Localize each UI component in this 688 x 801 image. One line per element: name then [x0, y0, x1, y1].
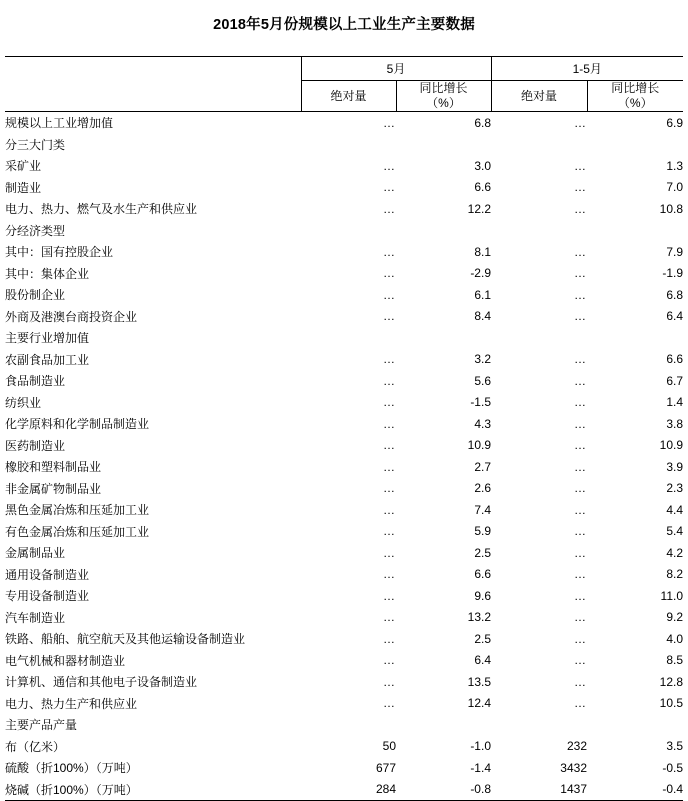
- cell-may-yoy: 6.6: [474, 180, 491, 195]
- table-row: [5, 263, 683, 285]
- cell-may-yoy: 3.0: [474, 158, 491, 173]
- cell-may-absolute: …: [383, 180, 396, 195]
- cell-may-absolute: …: [383, 244, 396, 259]
- row-label: 纺织业: [5, 395, 42, 410]
- cell-may-absolute: 284: [301, 779, 396, 801]
- cell-cumulative-yoy: 11.0: [660, 588, 684, 603]
- cell-cumulative-yoy: 3.9: [666, 459, 684, 474]
- table-row: [5, 456, 683, 478]
- cell-cumulative-absolute: …: [574, 588, 587, 603]
- cell-cumulative-absolute: 232: [566, 739, 587, 754]
- row-label: 硫酸（折100%）（万吨）: [5, 761, 138, 776]
- header-cumulative-absolute: [491, 81, 587, 112]
- cell-cumulative-absolute: …: [574, 438, 587, 453]
- cell-may-yoy: 5.9: [474, 524, 491, 539]
- cell-may-absolute: …: [383, 373, 396, 388]
- cell-cumulative-yoy: 8.2: [666, 567, 684, 582]
- cell-may-absolute: …: [383, 481, 396, 496]
- cell-cumulative-absolute: [491, 220, 587, 242]
- header-group-may: 5月: [301, 57, 491, 81]
- cell-may-yoy: 6.6: [474, 567, 491, 582]
- cell-may-yoy: 2.7: [474, 459, 491, 474]
- cell-cumulative-absolute: …: [574, 244, 587, 259]
- table-body: [5, 112, 683, 801]
- cell-may-yoy: 6.8: [474, 115, 491, 130]
- table-row: [5, 628, 683, 650]
- row-label: 主要行业增加值: [5, 331, 90, 346]
- cell-cumulative-absolute: …: [574, 502, 587, 517]
- row-label: 汽车制造业: [5, 610, 66, 625]
- table-row: [5, 564, 683, 586]
- cell-cumulative-absolute: …: [574, 653, 587, 668]
- cell-cumulative-yoy: 6.7: [666, 373, 684, 388]
- table-row: [5, 112, 683, 134]
- table-header-group-row: [5, 57, 683, 81]
- row-label: 计算机、通信和其他电子设备制造业: [5, 675, 198, 690]
- row-label: 铁路、船舶、航空航天及其他运输设备制造业: [5, 632, 246, 647]
- cell-cumulative-absolute: …: [574, 266, 587, 281]
- cell-cumulative-yoy: 10.8: [659, 201, 684, 216]
- table-row: [5, 155, 683, 177]
- table-row: [5, 542, 683, 564]
- cell-may-yoy: [396, 714, 491, 736]
- row-label: 烧碱（折100%）（万吨）: [5, 779, 301, 801]
- cell-cumulative-absolute: …: [574, 524, 587, 539]
- header-may-yoy-line1: 同比增长: [419, 81, 468, 95]
- table-row: [5, 435, 683, 457]
- row-label: 其中：国有控股企业: [5, 245, 114, 260]
- table-row: [5, 607, 683, 629]
- cell-cumulative-absolute: …: [574, 201, 587, 216]
- cell-may-yoy: 12.4: [467, 696, 491, 711]
- cell-may-absolute: …: [383, 459, 396, 474]
- row-label: 医药制造业: [5, 438, 66, 453]
- cell-cumulative-absolute: …: [574, 459, 587, 474]
- cell-cumulative-yoy: 6.6: [666, 352, 684, 367]
- cell-cumulative-absolute: …: [574, 416, 587, 431]
- cell-may-yoy: 13.2: [467, 610, 491, 625]
- cell-cumulative-absolute: [491, 134, 587, 156]
- cell-cumulative-yoy: 6.9: [666, 115, 684, 130]
- cell-cumulative-absolute: …: [574, 115, 587, 130]
- table-row: [5, 198, 683, 220]
- cell-may-yoy: 13.5: [467, 674, 491, 689]
- cell-may-yoy: -2.9: [470, 266, 491, 281]
- cell-may-yoy: 4.3: [474, 416, 491, 431]
- cell-cumulative-absolute: [491, 327, 587, 349]
- cell-may-absolute: …: [383, 502, 396, 517]
- table-row: [5, 585, 683, 607]
- cell-may-absolute: …: [383, 416, 396, 431]
- cell-cumulative-yoy: [587, 327, 683, 349]
- cell-may-absolute: …: [383, 201, 396, 216]
- header-cumulative-yoy: [587, 81, 683, 112]
- row-label: 农副食品加工业: [5, 352, 90, 367]
- cell-cumulative-absolute: …: [574, 180, 587, 195]
- cell-cumulative-yoy: -0.5: [662, 760, 684, 775]
- cell-cumulative-yoy: -0.4: [587, 779, 683, 801]
- row-label: 有色金属冶炼和压延加工业: [5, 524, 150, 539]
- table-row: [5, 177, 683, 199]
- cell-may-absolute: …: [383, 696, 396, 711]
- cell-cumulative-absolute: …: [574, 309, 587, 324]
- table-row: [5, 220, 683, 242]
- cell-cumulative-absolute: …: [574, 481, 587, 496]
- cell-cumulative-yoy: 2.3: [666, 481, 684, 496]
- cell-cumulative-absolute: …: [574, 545, 587, 560]
- table-row: [5, 757, 683, 779]
- cell-may-yoy: 2.5: [474, 631, 491, 646]
- cell-may-absolute: …: [383, 287, 396, 302]
- table-header-sub-row: [5, 81, 683, 112]
- row-label: 电力、热力、燃气及水生产和供应业: [5, 202, 198, 217]
- cell-may-yoy: [396, 134, 491, 156]
- cell-cumulative-yoy: 7.0: [666, 180, 684, 195]
- header-group-cumulative: 1-5月: [491, 57, 683, 81]
- cell-cumulative-yoy: 8.5: [666, 653, 684, 668]
- row-label: 橡胶和塑料制品业: [5, 460, 102, 475]
- row-label: 非金属矿物制品业: [5, 481, 102, 496]
- header-may-absolute: [301, 81, 396, 112]
- cell-may-absolute: 50: [382, 739, 396, 754]
- row-label: 布（亿米）: [5, 739, 66, 754]
- row-label: 电力、热力生产和供应业: [5, 696, 138, 711]
- cell-cumulative-absolute: …: [574, 352, 587, 367]
- header-may-absolute-line1: 绝对量: [330, 88, 367, 103]
- cell-may-yoy: 6.4: [474, 653, 491, 668]
- header-cumulative-absolute-line1: 绝对量: [520, 88, 557, 103]
- cell-may-yoy: -1.4: [470, 760, 491, 775]
- cell-may-absolute: …: [383, 158, 396, 173]
- cell-may-yoy: 12.2: [467, 201, 491, 216]
- cell-cumulative-yoy: 9.2: [666, 610, 684, 625]
- cell-cumulative-absolute: …: [574, 610, 587, 625]
- row-label: 规模以上工业增加值: [5, 116, 114, 131]
- cell-may-absolute: [301, 134, 396, 156]
- table-row: [5, 134, 683, 156]
- cell-cumulative-yoy: 5.4: [666, 524, 684, 539]
- cell-cumulative-yoy: 4.4: [666, 502, 684, 517]
- cell-may-absolute: …: [383, 610, 396, 625]
- cell-may-absolute: …: [383, 395, 396, 410]
- page-title: 2018年5月份规模以上工业生产主要数据: [213, 17, 475, 33]
- table-row: [5, 650, 683, 672]
- cell-cumulative-absolute: …: [574, 287, 587, 302]
- cell-cumulative-yoy: [587, 714, 683, 736]
- table-row: [5, 714, 683, 736]
- cell-may-yoy: -1.5: [470, 395, 491, 410]
- cell-may-absolute: …: [383, 352, 396, 367]
- cell-may-yoy: [396, 220, 491, 242]
- cell-may-yoy: 2.5: [474, 545, 491, 560]
- cell-may-absolute: …: [383, 524, 396, 539]
- industrial-production-table: [5, 56, 683, 801]
- cell-may-absolute: [301, 714, 396, 736]
- row-label: 股份制企业: [5, 288, 66, 303]
- cell-may-yoy: 7.4: [474, 502, 491, 517]
- cell-may-absolute: …: [383, 567, 396, 582]
- cell-cumulative-yoy: 10.9: [659, 438, 684, 453]
- cell-may-absolute: …: [383, 653, 396, 668]
- cell-may-yoy: 5.6: [474, 373, 491, 388]
- cell-cumulative-absolute: …: [574, 395, 587, 410]
- cell-may-absolute: …: [383, 115, 396, 130]
- cell-cumulative-yoy: 6.4: [666, 309, 684, 324]
- table-row: [5, 284, 683, 306]
- cell-may-yoy: 9.6: [474, 588, 491, 603]
- row-label: 分三大门类: [5, 137, 66, 152]
- table-row: [5, 306, 683, 328]
- cell-cumulative-absolute: …: [574, 158, 587, 173]
- table-row: [5, 241, 683, 263]
- cell-cumulative-yoy: [587, 134, 683, 156]
- table-header: [5, 57, 683, 112]
- cell-cumulative-yoy: 7.9: [666, 244, 684, 259]
- cell-cumulative-absolute: 3432: [560, 760, 587, 775]
- cell-may-absolute: …: [383, 545, 396, 560]
- cell-cumulative-absolute: …: [574, 567, 587, 582]
- row-label: 专用设备制造业: [5, 589, 90, 604]
- cell-may-yoy: 10.9: [467, 438, 491, 453]
- row-label: 化学原料和化学制品制造业: [5, 417, 150, 432]
- cell-cumulative-yoy: 4.2: [666, 545, 684, 560]
- cell-may-yoy: 8.4: [474, 309, 491, 324]
- table-row: [5, 693, 683, 715]
- row-label: 外商及港澳台商投资企业: [5, 309, 138, 324]
- table-row: [5, 521, 683, 543]
- table-row: [5, 392, 683, 414]
- header-may-yoy: [396, 81, 491, 112]
- cell-may-absolute: …: [383, 309, 396, 324]
- cell-may-yoy: -0.8: [396, 779, 491, 801]
- cell-may-yoy: 2.6: [474, 481, 491, 496]
- header-may-yoy-line2: （%）: [426, 96, 461, 110]
- row-label: 采矿业: [5, 159, 42, 174]
- cell-may-yoy: 6.1: [474, 287, 491, 302]
- cell-may-absolute: …: [383, 631, 396, 646]
- cell-cumulative-absolute: …: [574, 631, 587, 646]
- cell-may-yoy: -1.0: [470, 739, 491, 754]
- row-label: 分经济类型: [5, 223, 66, 238]
- table-row: [5, 671, 683, 693]
- cell-may-absolute: [301, 220, 396, 242]
- cell-cumulative-absolute: [491, 714, 587, 736]
- cell-may-absolute: [301, 327, 396, 349]
- cell-may-absolute: …: [383, 588, 396, 603]
- row-label: 通用设备制造业: [5, 567, 90, 582]
- cell-cumulative-yoy: 4.0: [666, 631, 684, 646]
- table-row: [5, 327, 683, 349]
- cell-cumulative-yoy: 6.8: [666, 287, 684, 302]
- cell-cumulative-yoy: 12.8: [659, 674, 684, 689]
- cell-may-yoy: [396, 327, 491, 349]
- row-label: 黑色金属冶炼和压延加工业: [5, 503, 150, 518]
- header-cumulative-yoy-line2: （%）: [617, 96, 653, 110]
- table-row: [5, 349, 683, 371]
- cell-cumulative-yoy: -1.9: [662, 266, 684, 281]
- table-row: [5, 779, 683, 801]
- cell-cumulative-absolute: 1437: [491, 779, 587, 801]
- row-label: 食品制造业: [5, 374, 66, 389]
- cell-cumulative-yoy: 3.8: [666, 416, 684, 431]
- cell-may-absolute: …: [383, 266, 396, 281]
- table-row: [5, 370, 683, 392]
- table-row: [5, 736, 683, 758]
- cell-may-yoy: 8.1: [474, 244, 491, 259]
- table-row: [5, 413, 683, 435]
- row-label: 金属制品业: [5, 546, 66, 561]
- header-item-cell: [5, 81, 301, 112]
- row-label: 其中：集体企业: [5, 266, 90, 281]
- row-label: 主要产品产量: [5, 718, 78, 733]
- header-cumulative-yoy-line1: 同比增长: [611, 81, 660, 95]
- cell-cumulative-yoy: 3.5: [666, 739, 684, 754]
- row-label: 电气机械和器材制造业: [5, 653, 126, 668]
- cell-cumulative-yoy: 1.4: [666, 395, 684, 410]
- table-row: [5, 499, 683, 521]
- cell-may-absolute: 677: [375, 760, 396, 775]
- row-label: 制造业: [5, 180, 42, 195]
- table-row: [5, 478, 683, 500]
- cell-cumulative-absolute: …: [574, 674, 587, 689]
- cell-cumulative-absolute: …: [574, 696, 587, 711]
- cell-cumulative-yoy: 1.3: [666, 158, 684, 173]
- cell-cumulative-absolute: …: [574, 373, 587, 388]
- cell-may-absolute: …: [383, 674, 396, 689]
- cell-may-absolute: …: [383, 438, 396, 453]
- cell-may-yoy: 3.2: [474, 352, 491, 367]
- cell-cumulative-yoy: 10.5: [659, 696, 684, 711]
- header-corner-cell: [5, 57, 301, 81]
- cell-cumulative-yoy: [587, 220, 683, 242]
